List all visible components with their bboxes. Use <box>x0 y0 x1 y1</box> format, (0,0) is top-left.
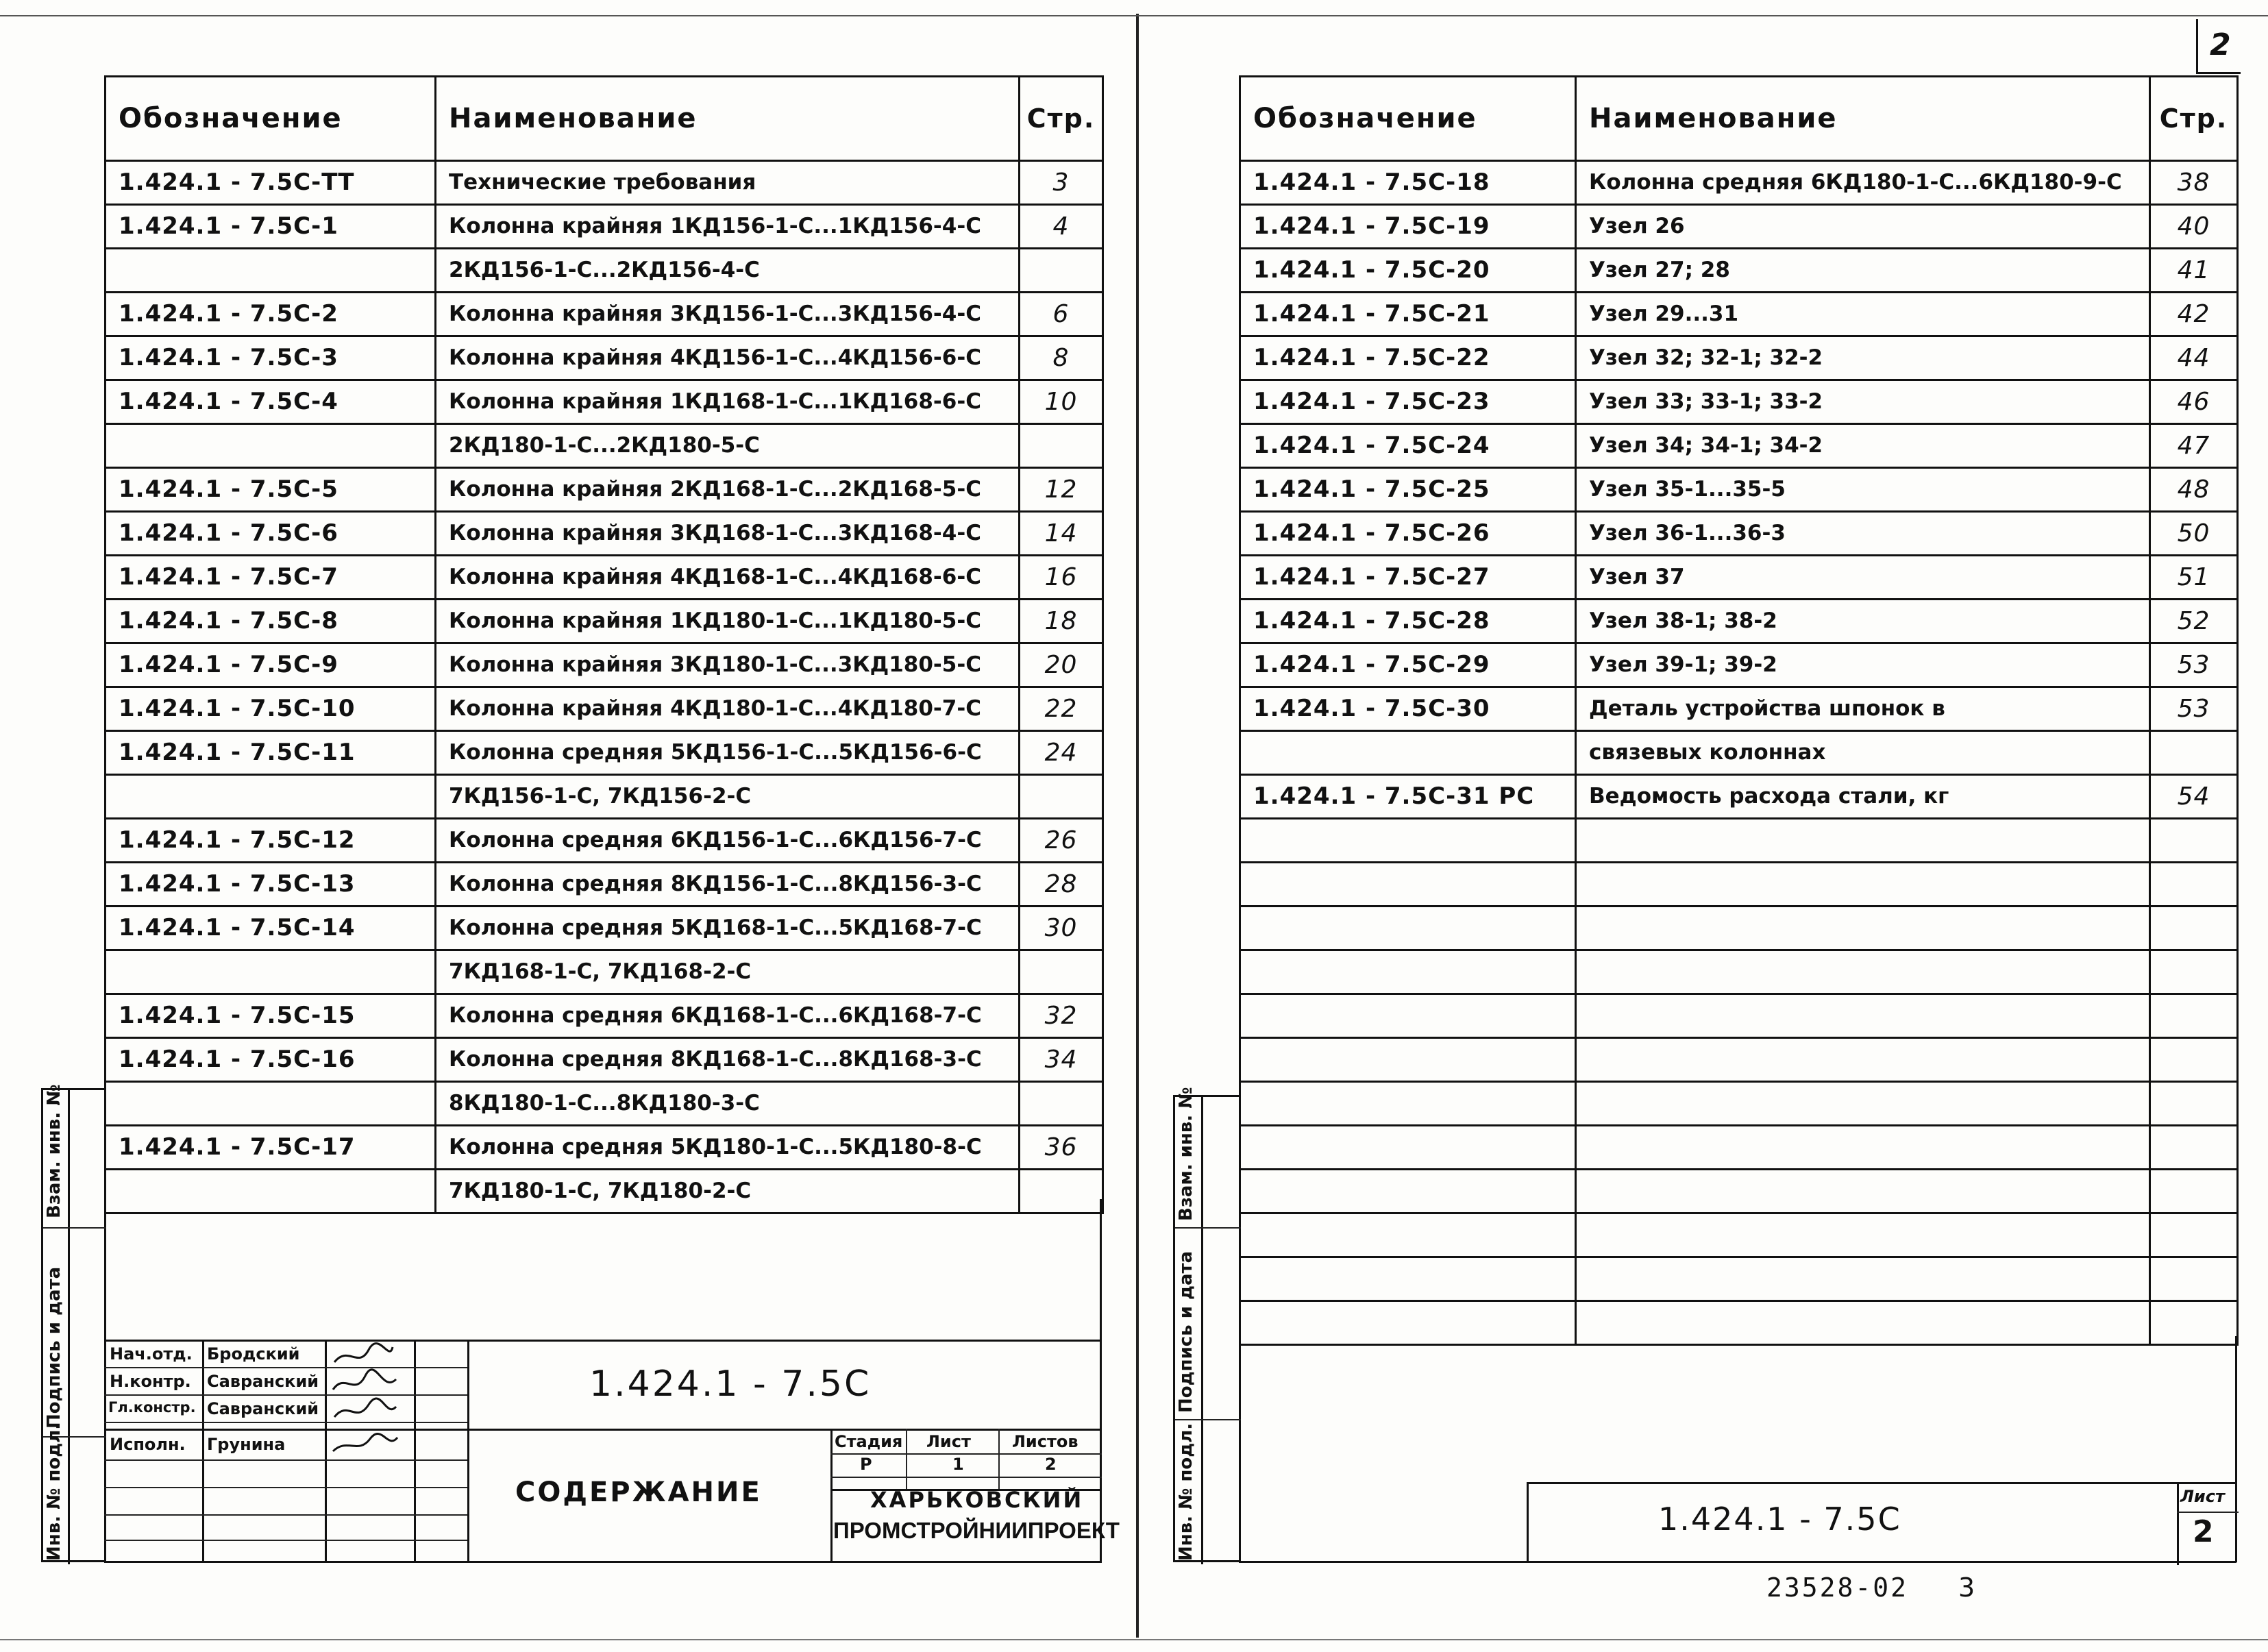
org-line2: ПРОМСТРОЙНИИПРОЕКТ <box>833 1518 1120 1543</box>
empty-row <box>1240 1038 2238 1082</box>
empty-cell <box>1576 1301 2150 1345</box>
row-name: Узел 38-1; 38-2 <box>1576 600 2150 643</box>
row-designation: 1.424.1 - 7.5С-2 <box>106 293 436 336</box>
right-doc-code: 1.424.1 - 7.5С <box>1658 1501 1901 1538</box>
row-designation: 1.424.1 - 7.5С-6 <box>106 512 436 556</box>
empty-cell <box>1576 1082 2150 1126</box>
row-page: 4 <box>1020 205 1103 249</box>
row-page: 44 <box>2150 336 2238 380</box>
row-designation: 1.424.1 - 7.5С-5 <box>106 468 436 512</box>
empty-cell <box>1576 950 2150 994</box>
stage-label: Стадия <box>835 1432 903 1451</box>
row-designation: 1.424.1 - 7.5С-26 <box>1240 512 1576 556</box>
row-name: Колонна крайняя 4КД156-1-С...4КД156-6-С <box>436 336 1020 380</box>
row-page: 20 <box>1020 643 1103 687</box>
row-page: 48 <box>2150 468 2238 512</box>
row-name: Колонна крайняя 4КД168-1-С...4КД168-6-С <box>436 556 1020 600</box>
row-name: Колонна крайняя 3КД168-1-С...3КД168-4-С <box>436 512 1020 556</box>
row-page: 16 <box>1020 556 1103 600</box>
row-page: 41 <box>2150 249 2238 293</box>
right-contents-table <box>1239 75 2239 1346</box>
empty-row <box>1240 1257 2238 1301</box>
row-name: 7КД168-1-С, 7КД168-2-С <box>436 950 1020 994</box>
row-page: 14 <box>1020 512 1103 556</box>
empty-cell <box>2150 819 2238 863</box>
empty-row <box>1240 1082 2238 1126</box>
row-name: Узел 33; 33-1; 33-2 <box>1576 380 2150 424</box>
row-designation: 1.424.1 - 7.5С-11 <box>106 731 436 775</box>
row-designation: 1.424.1 - 7.5С-13 <box>106 863 436 907</box>
row-name: Колонна крайняя 4КД180-1-С...4КД180-7-С <box>436 687 1020 731</box>
row-designation: 1.424.1 - 7.5С-14 <box>106 907 436 950</box>
right-frame-left <box>1239 1336 1241 1562</box>
empty-cell <box>1240 950 1576 994</box>
table-row <box>1240 380 2238 424</box>
row-designation: 1.424.1 - 7.5С-1 <box>106 205 436 249</box>
archive-number: 23528-02 <box>1766 1573 1909 1603</box>
row-name: 8КД180-1-С...8КД180-3-С <box>436 1082 1020 1126</box>
table-row <box>1240 293 2238 336</box>
row-page: 42 <box>2150 293 2238 336</box>
empty-cell <box>2150 863 2238 907</box>
row-designation <box>1240 731 1576 775</box>
row-page: 46 <box>2150 380 2238 424</box>
row-name: Узел 32; 32-1; 32-2 <box>1576 336 2150 380</box>
row-name: Колонна средняя 5КД156-1-С...5КД156-6-С <box>436 731 1020 775</box>
row-name: Колонна крайняя 3КД156-1-С...3КД156-4-С <box>436 293 1020 336</box>
sig-role-4: Исполн. <box>110 1435 186 1454</box>
table-row <box>1240 249 2238 293</box>
left-stamp-replace: Взам. инв. № <box>44 1084 64 1218</box>
empty-cell <box>1240 1213 1576 1257</box>
row-name: Технические требования <box>436 161 1020 205</box>
row-designation: 1.424.1 - 7.5С-29 <box>1240 643 1576 687</box>
empty-cell <box>1240 907 1576 950</box>
right-sheet-value: 2 <box>2193 1514 2214 1549</box>
row-page: 30 <box>1020 907 1103 950</box>
row-name: Колонна крайняя 1КД168-1-С...1КД168-6-С <box>436 380 1020 424</box>
row-name: 7КД156-1-С, 7КД156-2-С <box>436 775 1020 819</box>
sig-name-2: Савранский <box>207 1372 319 1391</box>
row-designation: 1.424.1 - 7.5С-31 РС <box>1240 775 1576 819</box>
row-designation: 1.424.1 - 7.5С-12 <box>106 819 436 863</box>
row-page: 18 <box>1020 600 1103 643</box>
row-page: 10 <box>1020 380 1103 424</box>
empty-cell <box>1576 1126 2150 1170</box>
empty-cell <box>1576 1257 2150 1301</box>
row-page: 26 <box>1020 819 1103 863</box>
row-name: Узел 37 <box>1576 556 2150 600</box>
empty-cell <box>2150 907 2238 950</box>
header-designation: Обозначение <box>1240 77 1576 161</box>
row-name: Узел 27; 28 <box>1576 249 2150 293</box>
header-page: Стр. <box>1020 77 1103 161</box>
empty-cell <box>2150 1170 2238 1213</box>
header-page: Стр. <box>2150 77 2238 161</box>
row-name: Узел 36-1...36-3 <box>1576 512 2150 556</box>
empty-row <box>1240 1213 2238 1257</box>
sheets-value: 2 <box>1045 1455 1057 1474</box>
right-stamp-sign: Подпись и дата <box>1176 1250 1196 1413</box>
sig-name-4: Грунина <box>207 1435 286 1454</box>
empty-cell <box>1240 1170 1576 1213</box>
row-designation: 1.424.1 - 7.5С-9 <box>106 643 436 687</box>
row-designation: 1.424.1 - 7.5С-20 <box>1240 249 1576 293</box>
table-row <box>1240 775 2238 819</box>
row-designation: 1.424.1 - 7.5С-8 <box>106 600 436 643</box>
row-page: 22 <box>1020 687 1103 731</box>
row-page: 40 <box>2150 205 2238 249</box>
empty-cell <box>1240 819 1576 863</box>
row-name: 2КД180-1-С...2КД180-5-С <box>436 424 1020 468</box>
sig-name-3: Савранский <box>207 1399 319 1418</box>
empty-cell <box>1576 819 2150 863</box>
row-designation: 1.424.1 - 7.5С-30 <box>1240 687 1576 731</box>
empty-cell <box>2150 1301 2238 1345</box>
row-name: Колонна средняя 5КД168-1-С...5КД168-7-С <box>436 907 1020 950</box>
sig-role-3: Гл.констр. <box>108 1399 196 1416</box>
row-name: Узел 34; 34-1; 34-2 <box>1576 424 2150 468</box>
header-name: Наименование <box>1576 77 2150 161</box>
empty-cell <box>2150 1082 2238 1126</box>
empty-row <box>1240 1301 2238 1345</box>
row-name: Узел 35-1...35-5 <box>1576 468 2150 512</box>
row-page: 8 <box>1020 336 1103 380</box>
right-corner-page: 2 <box>2210 27 2231 62</box>
empty-cell <box>1240 1301 1576 1345</box>
row-name: Узел 26 <box>1576 205 2150 249</box>
row-designation: 1.424.1 - 7.5С-16 <box>106 1038 436 1082</box>
row-page: 12 <box>1020 468 1103 512</box>
empty-cell <box>1240 1257 1576 1301</box>
empty-cell <box>2150 950 2238 994</box>
row-designation: 1.424.1 - 7.5С-28 <box>1240 600 1576 643</box>
row-page: 3 <box>1020 161 1103 205</box>
empty-row <box>1240 863 2238 907</box>
table-row <box>1240 687 2238 731</box>
row-designation: 1.424.1 - 7.5С-21 <box>1240 293 1576 336</box>
left-stamp-inv: Инв. № подл. <box>44 1422 64 1561</box>
row-name: Колонна средняя 8КД156-1-С...8КД156-3-С <box>436 863 1020 907</box>
row-name: связевых колоннах <box>1576 731 2150 775</box>
row-designation: 1.424.1 - 7.5С-17 <box>106 1126 436 1170</box>
row-page: 53 <box>2150 643 2238 687</box>
table-row <box>1240 556 2238 600</box>
empty-cell <box>2150 1257 2238 1301</box>
empty-cell <box>1240 1038 1576 1082</box>
empty-cell <box>2150 1126 2238 1170</box>
row-name: Колонна крайняя 2КД168-1-С...2КД168-5-С <box>436 468 1020 512</box>
row-name: Колонна средняя 6КД156-1-С...6КД156-7-С <box>436 819 1020 863</box>
empty-row <box>1240 819 2238 863</box>
table-row <box>1240 512 2238 556</box>
empty-row <box>1240 1170 2238 1213</box>
row-designation: 1.424.1 - 7.5С-27 <box>1240 556 1576 600</box>
row-name: Ведомость расхода стали, кг <box>1576 775 2150 819</box>
row-page: 32 <box>1020 994 1103 1038</box>
right-sheet-label: Лист <box>2180 1487 2225 1506</box>
empty-row <box>1240 994 2238 1038</box>
row-page: 28 <box>1020 863 1103 907</box>
row-name: Узел 39-1; 39-2 <box>1576 643 2150 687</box>
table-row <box>1240 468 2238 512</box>
table-row <box>1240 643 2238 687</box>
row-name: Колонна средняя 6КД168-1-С...6КД168-7-С <box>436 994 1020 1038</box>
table-row <box>1240 600 2238 643</box>
row-designation: 1.424.1 - 7.5С-25 <box>1240 468 1576 512</box>
row-name: 7КД180-1-С, 7КД180-2-С <box>436 1170 1020 1213</box>
sig-name-1: Бродский <box>207 1344 300 1364</box>
empty-cell <box>1576 994 2150 1038</box>
row-designation: 1.424.1 - 7.5С-19 <box>1240 205 1576 249</box>
row-page: 53 <box>2150 687 2238 731</box>
empty-cell <box>2150 1213 2238 1257</box>
sheet-label: Лист <box>926 1432 971 1451</box>
header-name: Наименование <box>436 77 1020 161</box>
empty-row <box>1240 1126 2238 1170</box>
table-row <box>1240 205 2238 249</box>
sig-role-1: Нач.отд. <box>110 1344 193 1364</box>
org-line1: ХАРЬКОВСКИЙ <box>870 1487 1084 1513</box>
empty-cell <box>1576 907 2150 950</box>
row-page: 54 <box>2150 775 2238 819</box>
row-name: Колонна средняя 8КД168-1-С...8КД168-3-С <box>436 1038 1020 1082</box>
row-page: 51 <box>2150 556 2238 600</box>
right-header-row <box>1240 77 2238 161</box>
sheets-label: Листов <box>1012 1432 1078 1451</box>
stage-value: Р <box>860 1455 872 1474</box>
row-name: Колонна крайняя 1КД180-1-С...1КД180-5-С <box>436 600 1020 643</box>
empty-cell <box>1240 1082 1576 1126</box>
row-name: Колонна крайняя 1КД156-1-С...1КД156-4-С <box>436 205 1020 249</box>
empty-cell <box>1240 994 1576 1038</box>
row-page: 52 <box>2150 600 2238 643</box>
table-row <box>1240 424 2238 468</box>
row-name: Колонна средняя 5КД180-1-С...5КД180-8-С <box>436 1126 1020 1170</box>
empty-cell <box>2150 994 2238 1038</box>
header-designation: Обозначение <box>106 77 436 161</box>
row-designation: 1.424.1 - 7.5С-7 <box>106 556 436 600</box>
table-row <box>1240 161 2238 205</box>
row-page: 50 <box>2150 512 2238 556</box>
right-stamp-inv: Инв. № подл. <box>1176 1422 1196 1561</box>
row-designation: 1.424.1 - 7.5С-4 <box>106 380 436 424</box>
row-designation: 1.424.1 - 7.5С-23 <box>1240 380 1576 424</box>
empty-cell <box>1240 1126 1576 1170</box>
left-doc-title: СОДЕРЖАНИЕ <box>515 1477 762 1508</box>
row-designation: 1.424.1 - 7.5С-ТТ <box>106 161 436 205</box>
row-page <box>2150 731 2238 775</box>
table-row <box>1240 731 2238 775</box>
row-page: 6 <box>1020 293 1103 336</box>
row-page: 24 <box>1020 731 1103 775</box>
left-stamp-sign: Подпись и дата <box>44 1266 64 1429</box>
sig-role-2: Н.контр. <box>110 1372 191 1391</box>
empty-cell <box>1576 863 2150 907</box>
row-designation: 1.424.1 - 7.5С-15 <box>106 994 436 1038</box>
row-designation: 1.424.1 - 7.5С-18 <box>1240 161 1576 205</box>
right-stamp-replace: Взам. инв. № <box>1176 1087 1196 1221</box>
empty-cell <box>2150 1038 2238 1082</box>
empty-cell <box>1576 1213 2150 1257</box>
row-name: Колонна крайняя 3КД180-1-С...3КД180-5-С <box>436 643 1020 687</box>
archive-page: 3 <box>1958 1573 1975 1603</box>
row-page: 38 <box>2150 161 2238 205</box>
row-page: 34 <box>1020 1038 1103 1082</box>
empty-row <box>1240 907 2238 950</box>
left-doc-code: 1.424.1 - 7.5С <box>589 1364 872 1405</box>
row-name: Деталь устройства шпонок в <box>1576 687 2150 731</box>
row-name: Узел 29...31 <box>1576 293 2150 336</box>
row-designation: 1.424.1 - 7.5С-3 <box>106 336 436 380</box>
row-name: Колонна средняя 6КД180-1-С...6КД180-9-С <box>1576 161 2150 205</box>
empty-cell <box>1240 863 1576 907</box>
row-designation: 1.424.1 - 7.5С-24 <box>1240 424 1576 468</box>
sheet-value: 1 <box>952 1455 964 1474</box>
empty-cell <box>1576 1170 2150 1213</box>
row-designation: 1.424.1 - 7.5С-22 <box>1240 336 1576 380</box>
empty-row <box>1240 950 2238 994</box>
row-page: 36 <box>1020 1126 1103 1170</box>
empty-cell <box>1576 1038 2150 1082</box>
row-designation: 1.424.1 - 7.5С-10 <box>106 687 436 731</box>
table-row <box>1240 336 2238 380</box>
row-page: 47 <box>2150 424 2238 468</box>
row-name: 2КД156-1-С...2КД156-4-С <box>436 249 1020 293</box>
